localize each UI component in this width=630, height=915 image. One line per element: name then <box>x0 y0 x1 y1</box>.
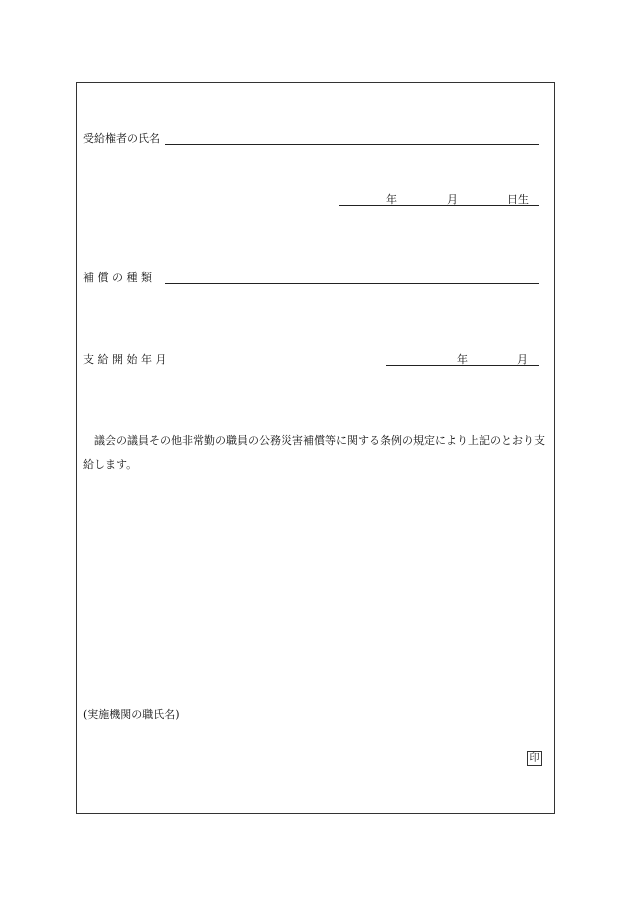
compensation-type-field[interactable] <box>165 283 539 284</box>
birth-year-unit: 年 <box>386 193 397 206</box>
agency-label: (実施機関の職氏名) <box>83 708 180 721</box>
form-frame <box>76 82 555 814</box>
statement-text: 議会の議員その他非常勤の職員の公務災害補償等に関する条例の規定により上記のとおり支給します。 <box>83 434 545 471</box>
recipient-name-field[interactable] <box>165 144 539 145</box>
payment-start-label: 支給開始年月 <box>83 353 170 366</box>
recipient-name-label: 受給権者の氏名 <box>83 132 160 145</box>
birth-day-unit: 日生 <box>507 193 529 206</box>
seal-mark: 印 <box>527 751 542 766</box>
birth-month-unit: 月 <box>447 193 458 206</box>
compensation-type-label: 補 償 の 種 類 <box>83 271 152 284</box>
payment-start-month-unit: 月 <box>517 353 528 366</box>
payment-start-year-unit: 年 <box>457 353 468 366</box>
